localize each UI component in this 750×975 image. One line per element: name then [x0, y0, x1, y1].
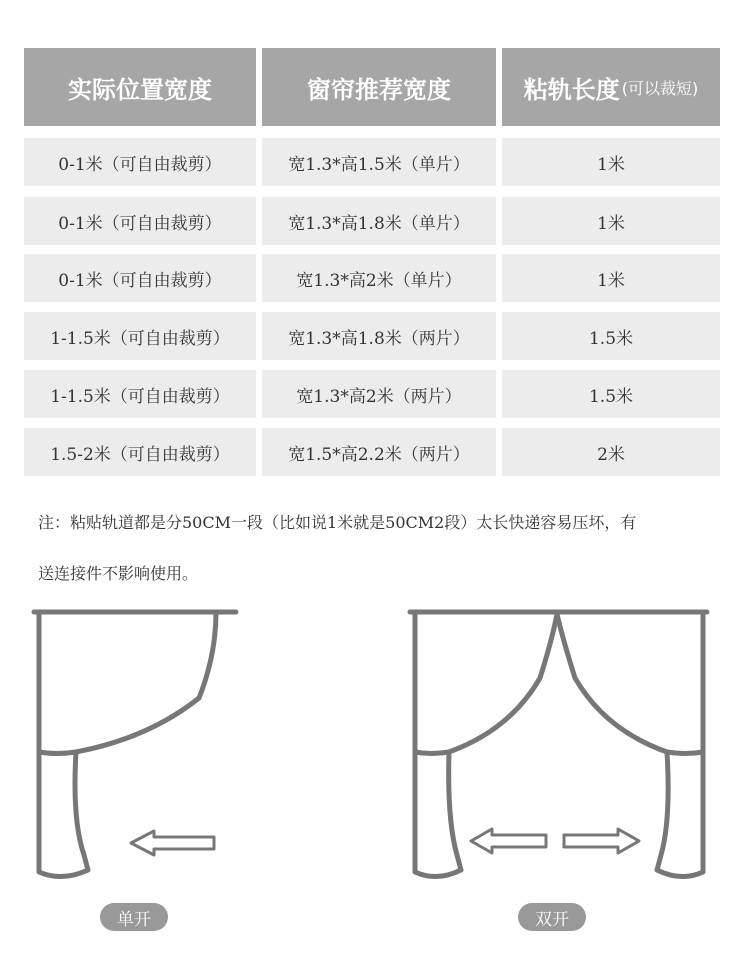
curtain-tieback-line [39, 752, 76, 754]
table-row [24, 370, 720, 418]
table-row [24, 312, 720, 360]
table-header-row [24, 48, 720, 126]
note-line-2: 送连接件不影响使用。 [38, 564, 199, 583]
cell-position: 0-1米（可自由裁剪） [24, 138, 256, 186]
header-recommended-width [262, 48, 496, 126]
cell-position: 0-1米（可自由裁剪） [24, 254, 256, 302]
cell-curtain-size: 宽1.3*高1.8米（单片） [262, 197, 496, 245]
cell-curtain-size: 宽1.3*高2米（单片） [262, 254, 496, 302]
curtain-tieback-left [415, 752, 449, 754]
single-open-badge: 单开 [100, 903, 168, 931]
cell-rail-length: 1.5米 [502, 370, 720, 418]
cell-position: 1-1.5米（可自由裁剪） [24, 312, 256, 360]
cell-curtain-size: 宽1.3*高1.8米（两片） [262, 312, 496, 360]
cell-rail-length: 1米 [502, 197, 720, 245]
cell-position: 1.5-2米（可自由裁剪） [24, 428, 256, 476]
cell-curtain-size: 宽1.3*高1.5米（单片） [262, 138, 496, 186]
cell-rail-length: 1.5米 [502, 312, 720, 360]
arrow-left-icon [468, 826, 550, 856]
cell-position: 0-1米（可自由裁剪） [24, 197, 256, 245]
table-row [24, 254, 720, 302]
header-rail-length-label: 粘轨长度 [523, 75, 620, 104]
table-row [24, 428, 720, 476]
table-row [24, 197, 720, 245]
cell-curtain-size: 宽1.3*高2米（两片） [262, 370, 496, 418]
table-row [24, 138, 720, 186]
cell-rail-length: 1米 [502, 138, 720, 186]
header-recommended-width-label: 窗帘推荐宽度 [307, 75, 451, 104]
header-rail-length-note: (可以裁短) [621, 78, 699, 98]
cell-rail-length: 1米 [502, 254, 720, 302]
arrow-left-icon [128, 828, 218, 858]
cell-position: 1-1.5米（可自由裁剪） [24, 370, 256, 418]
cell-curtain-size: 宽1.5*高2.2米（两片） [262, 428, 496, 476]
header-actual-width-label: 实际位置宽度 [68, 75, 212, 104]
header-rail-length [502, 48, 720, 126]
arrow-right-icon [560, 826, 642, 856]
curtain-tieback-right [667, 752, 703, 754]
note-line-1: 注：粘贴轨道都是分50CM一段（比如说1米就是50CM2段）太长快递容易压坏，有 [38, 513, 637, 532]
header-actual-width [24, 48, 256, 126]
double-open-badge: 双开 [518, 903, 586, 931]
cell-rail-length: 2米 [502, 428, 720, 476]
